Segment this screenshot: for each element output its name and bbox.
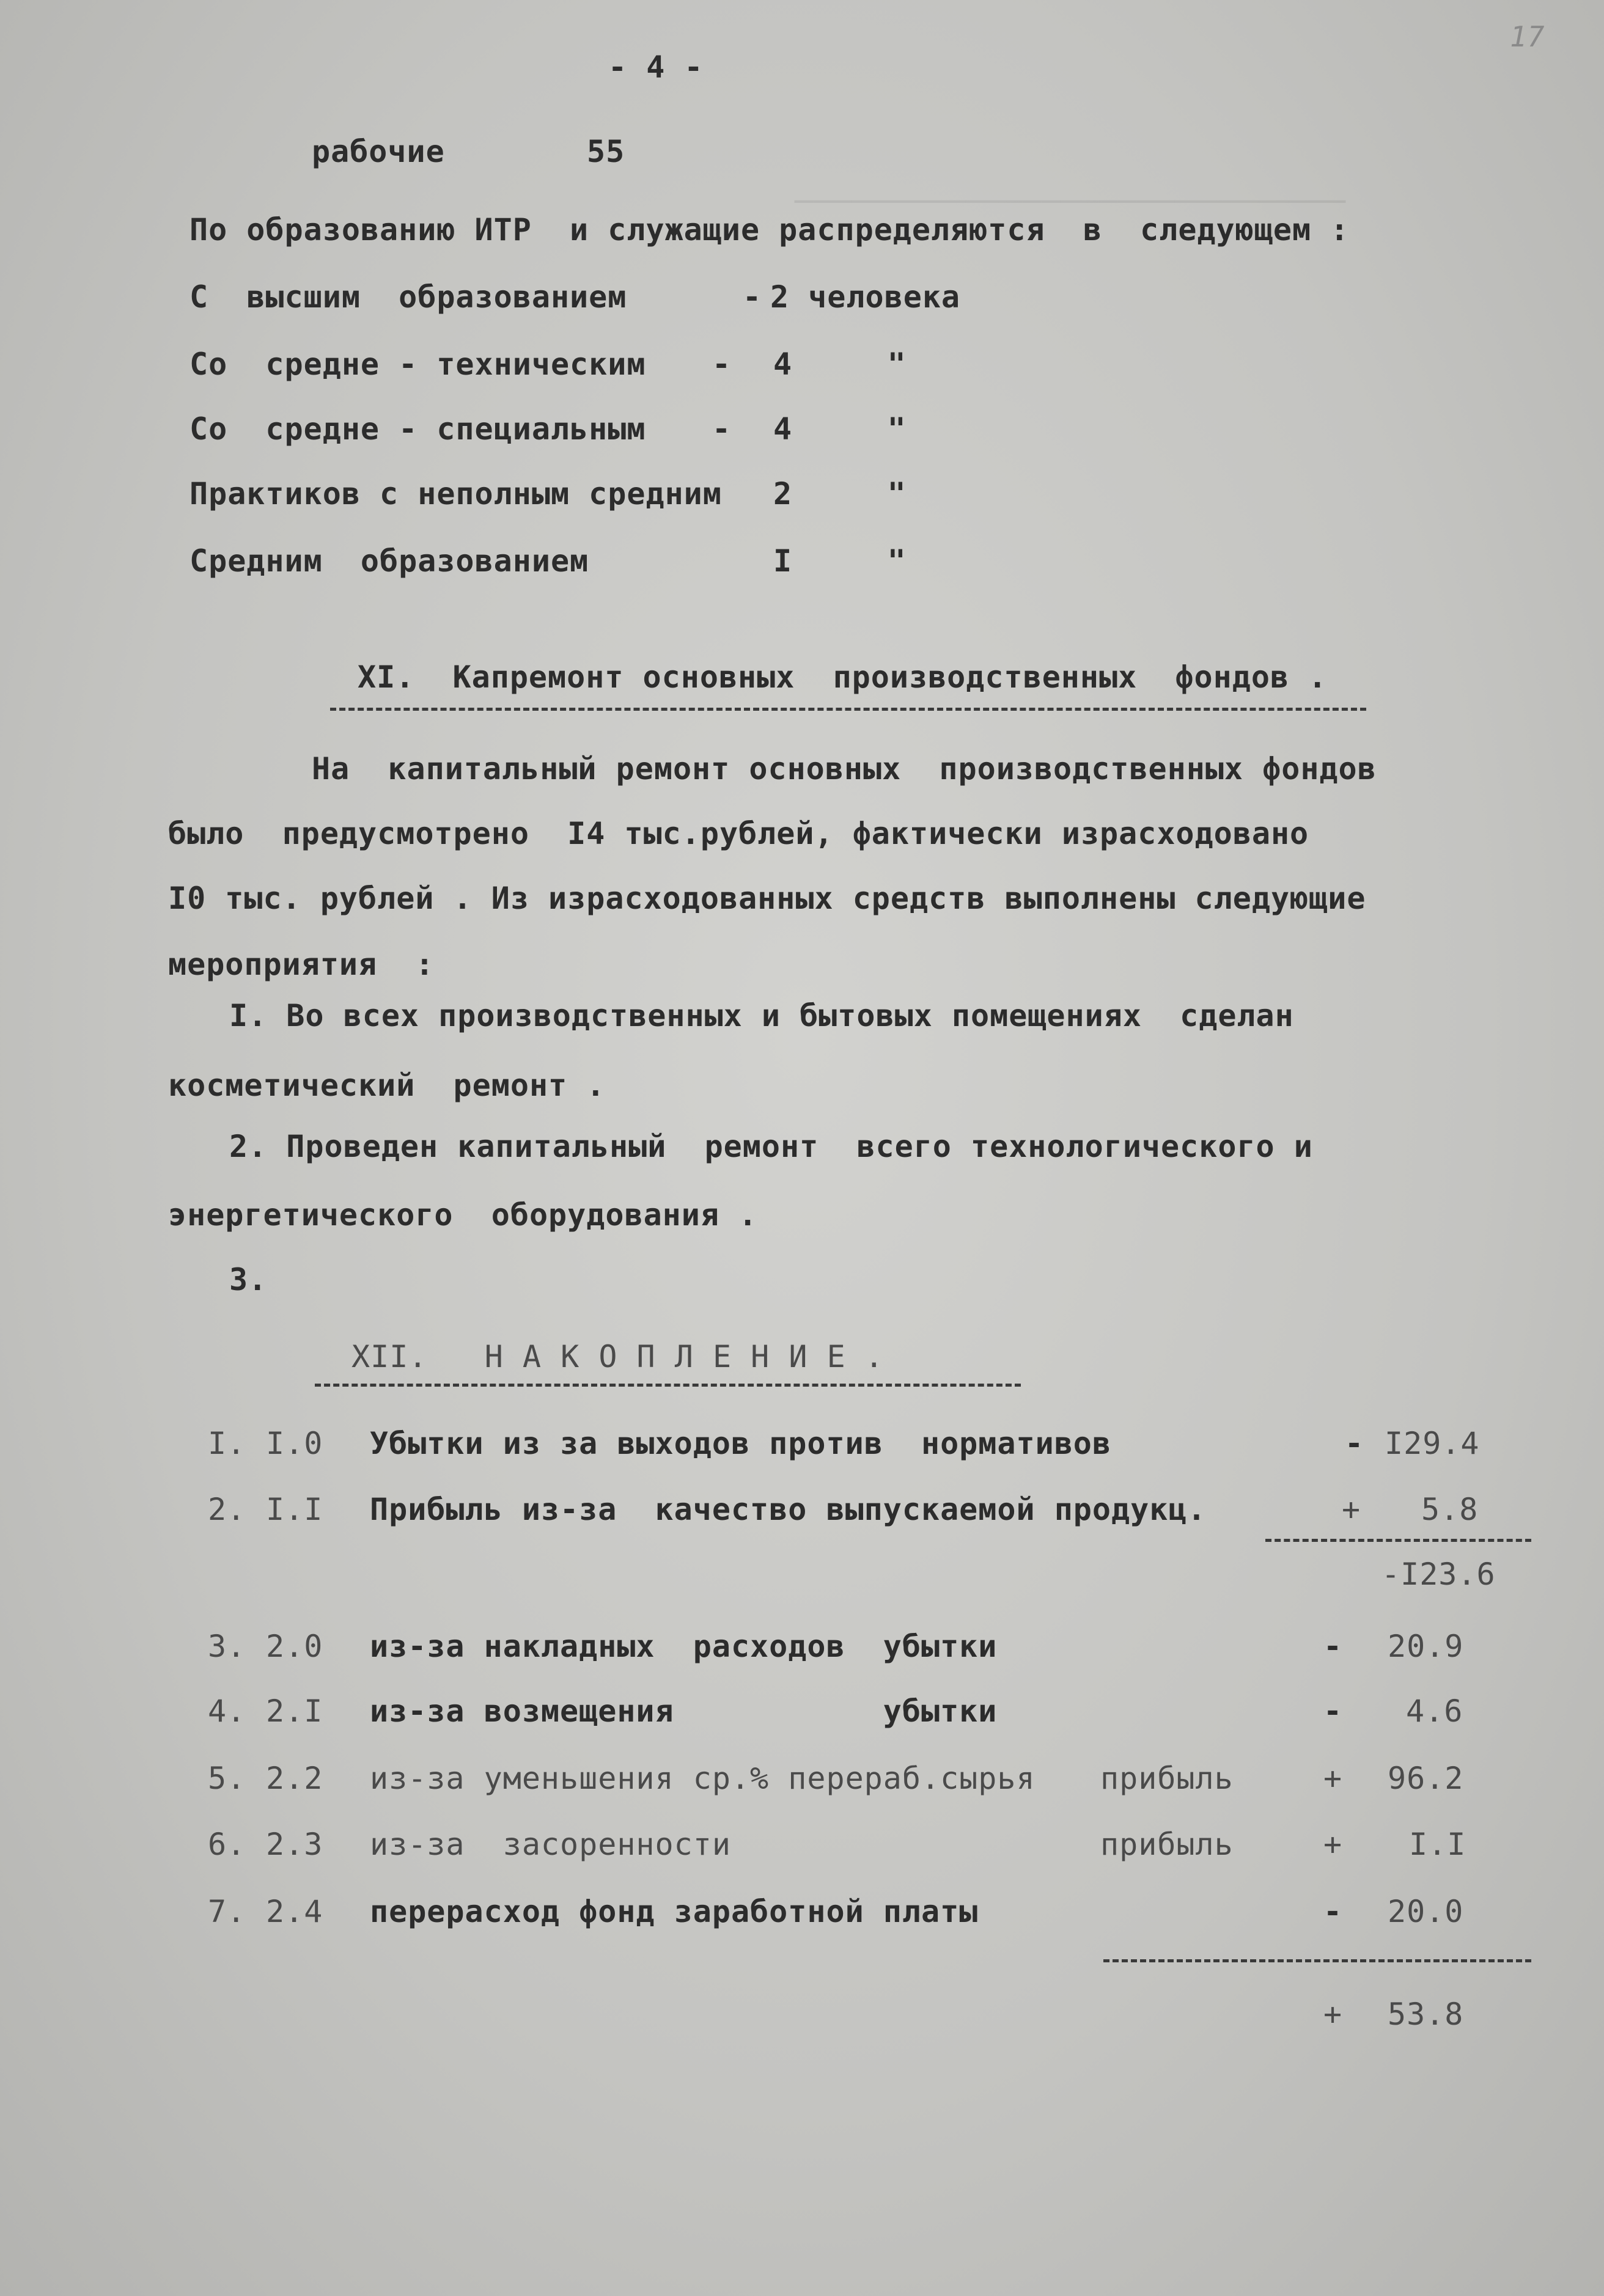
education-row-dash: - [712, 411, 732, 447]
accumulation-row-sign: - [1323, 1894, 1343, 1929]
accumulation-row-text: из-за уменьшения ср.% перераб.сырья [370, 1761, 1036, 1796]
education-row-value: 2 " [773, 476, 907, 512]
accumulation-row-value: 20.0 [1388, 1894, 1464, 1929]
total-rule [1103, 1959, 1531, 1962]
accumulation-row-code: 2.4 [266, 1894, 323, 1929]
education-row-dash: - [712, 347, 732, 382]
accumulation-row-value: 20.9 [1388, 1629, 1464, 1664]
accumulation-row-text: Прибыль из-за качество выпускаемой продукц. [370, 1492, 1207, 1527]
total-sign: + [1323, 1997, 1343, 2032]
accumulation-row-text: перерасход фонд заработной платы [370, 1894, 979, 1929]
measure-item-3: 3. [229, 1262, 268, 1297]
accumulation-row-value: 5.8 [1421, 1492, 1479, 1527]
accumulation-row-sign: - [1345, 1426, 1364, 1461]
accumulation-row-number: 2. [208, 1492, 246, 1527]
accumulation-row-value: 96.2 [1388, 1761, 1464, 1796]
section-11-heading: XI. Капремонт основных производственных фондов . [358, 659, 1328, 695]
education-row-value: I " [773, 543, 907, 579]
accumulation-row-number: 4. [208, 1693, 246, 1729]
accumulation-row-value: I29.4 [1385, 1426, 1480, 1461]
education-row-label: Со средне - специальным [189, 411, 646, 447]
accumulation-row-code: 2.3 [266, 1827, 323, 1862]
accumulation-row-code: I.0 [266, 1426, 323, 1461]
education-row-dash: - [743, 279, 762, 315]
accumulation-row-code: I.I [266, 1492, 323, 1527]
accumulation-row-kind: прибыль [1100, 1761, 1234, 1796]
accumulation-row-sign: - [1323, 1693, 1343, 1729]
show-through-text: ───────────────────────────── [795, 184, 1346, 219]
accumulation-row-number: 6. [208, 1827, 246, 1862]
education-row-label: Средним образованием [189, 543, 589, 579]
accumulation-row-sign: + [1342, 1492, 1361, 1527]
measure-item-2-cont: энергетического оборудования . [168, 1197, 758, 1233]
accumulation-row-text: из-за возмещения убытки [370, 1693, 998, 1729]
accumulation-row-code: 2.0 [266, 1629, 323, 1664]
accumulation-row-code: 2.I [266, 1693, 323, 1729]
education-row-value: 4 " [773, 347, 907, 382]
section-12-underline [315, 1384, 1021, 1387]
education-row-value: 4 " [773, 411, 907, 447]
subtotal-rule [1265, 1539, 1531, 1542]
accumulation-row-text: из-за засоренности [370, 1827, 731, 1862]
corner-page-mark: 17 [1510, 20, 1545, 53]
section-12-heading: XII. Н А К О П Л Е Н И Е . [351, 1339, 884, 1374]
accumulation-row-number: I. [208, 1426, 246, 1461]
education-row-label: С высшим образованием [189, 279, 627, 315]
workers-label: рабочие [312, 134, 445, 169]
accumulation-row-number: 7. [208, 1894, 246, 1929]
section-11-paragraph-line: мероприятия : [168, 947, 435, 982]
measure-item-1-cont: косметический ремонт . [168, 1068, 606, 1103]
accumulation-row-kind: прибыль [1100, 1827, 1234, 1862]
page-number: - 4 - [608, 50, 704, 85]
accumulation-row-sign: + [1323, 1827, 1343, 1862]
workers-count: 55 [587, 134, 625, 169]
accumulation-row-sign: - [1323, 1629, 1343, 1664]
measure-item-1: I. Во всех производственных и бытовых помещениях сделан [229, 998, 1294, 1033]
education-row-label: Практиков с неполным средним [189, 476, 722, 512]
subtotal-value: -I23.6 [1381, 1557, 1496, 1592]
accumulation-row-value: I.I [1409, 1827, 1466, 1862]
education-intro: По образованию ИТР и служащие распределяются в следующем : [189, 212, 1350, 248]
section-11-paragraph-line: I0 тыс. рублей . Из израсходованных средств выполнены следующие [168, 881, 1366, 916]
section-11-underline [330, 708, 1366, 711]
accumulation-row-number: 5. [208, 1761, 246, 1796]
accumulation-row-code: 2.2 [266, 1761, 323, 1796]
section-11-paragraph-line: На капитальный ремонт основных производственных фондов [312, 751, 1377, 787]
education-row-label: Со средне - техническим [189, 347, 646, 382]
accumulation-row-text: Убытки из за выходов против нормативов [370, 1426, 1111, 1461]
accumulation-row-text: из-за накладных расходов убытки [370, 1629, 998, 1664]
section-11-paragraph-line: было предусмотрено I4 тыс.рублей, фактически израсходовано [168, 816, 1309, 851]
total-value: 53.8 [1388, 1997, 1464, 2032]
accumulation-row-sign: + [1323, 1761, 1343, 1796]
education-row-value: 2 человека [770, 279, 961, 315]
accumulation-row-value: 4.6 [1406, 1693, 1463, 1729]
accumulation-row-number: 3. [208, 1629, 246, 1664]
measure-item-2: 2. Проведен капитальный ремонт всего технологического и [229, 1129, 1313, 1164]
